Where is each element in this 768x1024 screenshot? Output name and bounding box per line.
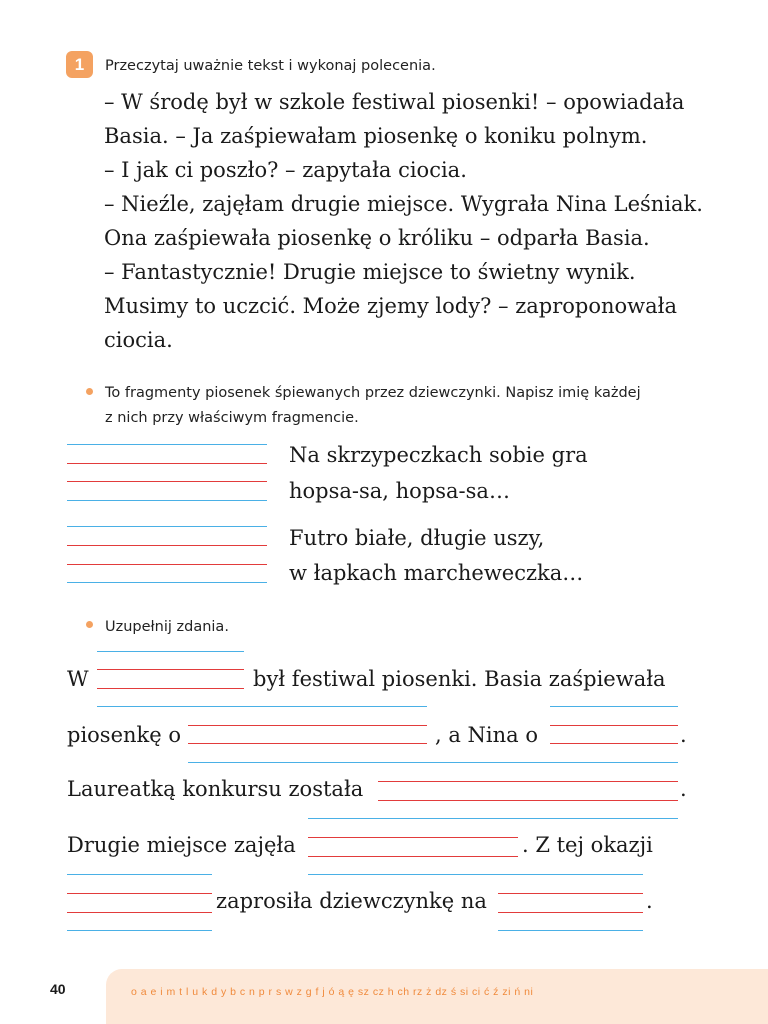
writing-line-blue bbox=[67, 526, 267, 527]
writing-line-blue bbox=[67, 444, 267, 445]
writing-line-red bbox=[308, 837, 518, 838]
writing-line-red bbox=[550, 725, 678, 726]
story-line: – I jak ci poszło? – zapytała ciocia. bbox=[104, 158, 467, 182]
writing-line-blue bbox=[67, 582, 267, 583]
writing-line-red bbox=[97, 688, 244, 689]
sentence-5-middle: zaprosiła dziewczynkę na bbox=[216, 889, 487, 913]
story-line: Basia. – Ja zaśpiewałam piosenkę o koniku polnym. bbox=[104, 124, 648, 148]
writing-line-red bbox=[67, 463, 267, 464]
bullet-icon bbox=[86, 621, 93, 628]
writing-line-red bbox=[67, 893, 212, 894]
song-fragment-2-line1: Futro białe, długie uszy, bbox=[289, 526, 545, 550]
page-number: 40 bbox=[50, 981, 66, 997]
writing-line-blue bbox=[308, 818, 518, 819]
writing-line-red bbox=[188, 725, 427, 726]
writing-line-blue bbox=[550, 706, 678, 707]
writing-line-red bbox=[188, 743, 427, 744]
story-line: – Nieźle, zajęłam drugie miejsce. Wygrała Nina Leśniak. bbox=[104, 192, 703, 216]
writing-line-red bbox=[378, 781, 678, 782]
task-number-badge: 1 bbox=[66, 51, 93, 78]
writing-line-blue bbox=[67, 930, 212, 931]
story-line: – W środę był w szkole festiwal piosenki! – opowiadała bbox=[104, 90, 685, 114]
story-text bbox=[104, 85, 744, 357]
exercise-a-instruction-line2: z nich przy właściwym fragmencie. bbox=[105, 410, 359, 426]
writing-line-blue bbox=[67, 874, 212, 875]
writing-line-blue bbox=[498, 874, 643, 875]
writing-line-red bbox=[67, 564, 267, 565]
writing-line-red bbox=[378, 800, 678, 801]
writing-line-blue bbox=[308, 874, 518, 875]
sentence-1-start: W bbox=[67, 667, 89, 691]
story-line: – Fantastycznie! Drugie miejsce to świetny wynik. bbox=[104, 260, 636, 284]
writing-line-red bbox=[67, 481, 267, 482]
sentence-2-start: piosenkę o bbox=[67, 723, 182, 747]
sentence-4-end: . Z tej okazji bbox=[522, 833, 653, 857]
writing-line-red bbox=[97, 669, 244, 670]
sentence-3-start: Laureatką konkursu została bbox=[67, 777, 364, 801]
writing-line-blue bbox=[97, 651, 244, 652]
writing-line-blue bbox=[378, 762, 678, 763]
writing-line-red bbox=[308, 856, 518, 857]
story-line: Ona zaśpiewała piosenkę o króliku – odparła Basia. bbox=[104, 226, 650, 250]
writing-line-red bbox=[550, 743, 678, 744]
story-line: ciocia. bbox=[104, 328, 173, 352]
sentence-3-end: . bbox=[680, 777, 687, 801]
writing-line-red bbox=[498, 893, 643, 894]
story-line: Musimy to uczcić. Może zjemy lody? – zaproponowała bbox=[104, 294, 677, 318]
writing-line-red bbox=[67, 545, 267, 546]
sentence-1-end: był festiwal piosenki. Basia zaśpiewała bbox=[253, 667, 666, 691]
bullet-icon bbox=[86, 388, 93, 395]
sentence-2-middle: , a Nina o bbox=[435, 723, 539, 747]
writing-line-red bbox=[67, 912, 212, 913]
sentence-2-end: . bbox=[680, 723, 687, 747]
sentence-4-start: Drugie miejsce zajęła bbox=[67, 833, 296, 857]
song-fragment-1-line2: hopsa-sa, hopsa-sa… bbox=[289, 479, 510, 503]
song-fragment-2-line2: w łapkach marcheweczka… bbox=[289, 561, 584, 585]
footer-letter-list: o a e i m t l u k d y b c n p r s w z g f j ó ą ę sz cz h ch rz ż dz ś si ci ć ź zi ń ni bbox=[131, 986, 534, 998]
exercise-b-instruction: Uzupełnij zdania. bbox=[105, 619, 229, 635]
writing-line-red bbox=[498, 912, 643, 913]
writing-line-blue bbox=[67, 500, 267, 501]
sentence-5-end: . bbox=[646, 889, 653, 913]
exercise-a-instruction-line1: To fragmenty piosenek śpiewanych przez dziewczynki. Napisz imię każdej bbox=[105, 385, 641, 401]
task-instruction: Przeczytaj uważnie tekst i wykonaj polecenia. bbox=[105, 58, 436, 74]
song-fragment-1-line1: Na skrzypeczkach sobie gra bbox=[289, 443, 588, 467]
writing-line-blue bbox=[498, 930, 643, 931]
writing-line-blue bbox=[188, 706, 427, 707]
